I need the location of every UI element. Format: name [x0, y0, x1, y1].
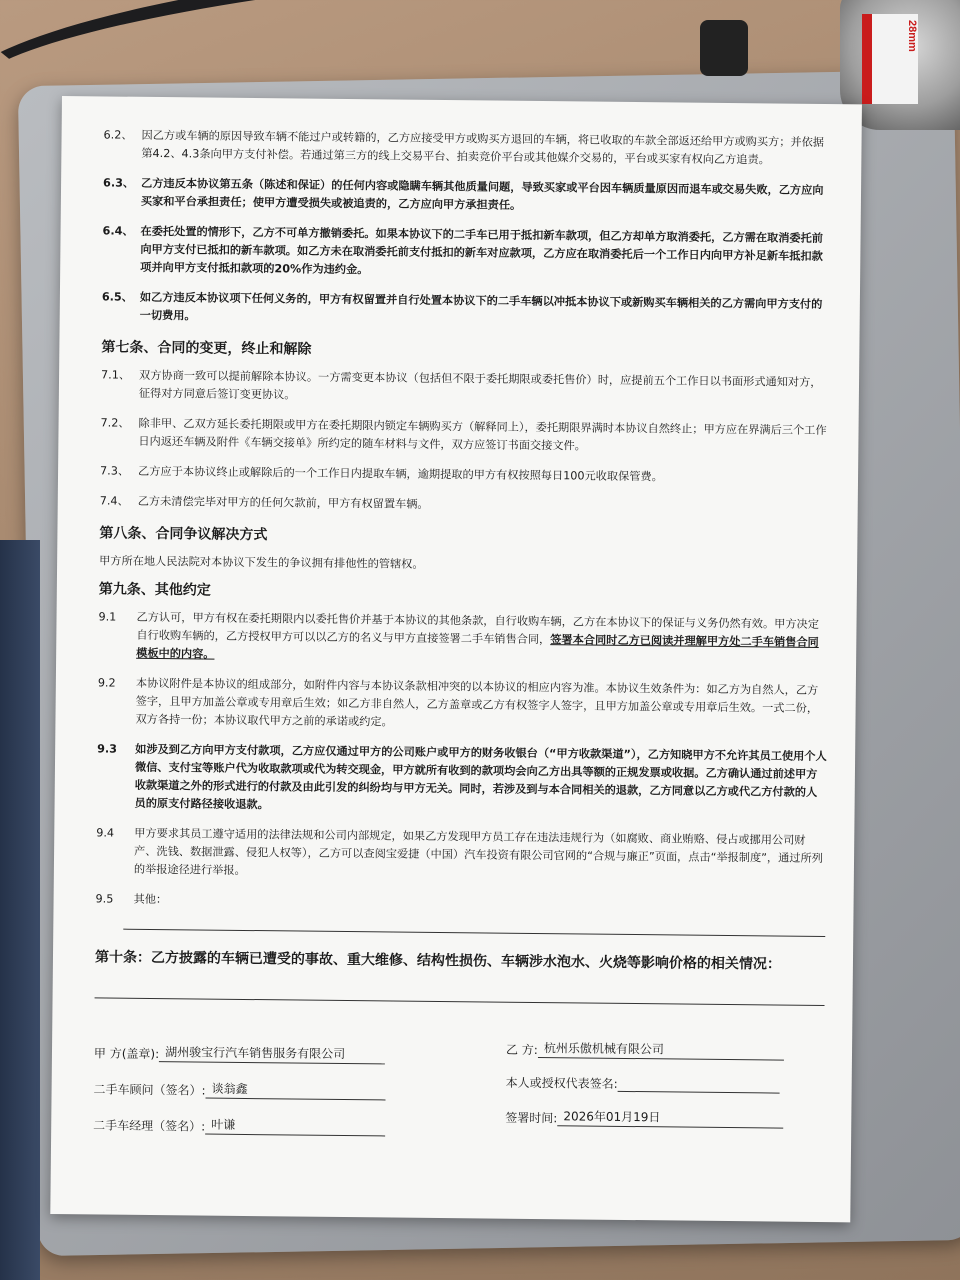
clause-text: 因乙方或车辆的原因导致车辆不能过户或转籍的，乙方应接受甲方或购买方退回的车辆，将已收取的车款全部返还给甲方或购买方；并依据第4.2、4.3条向甲方支付补偿。若通过第三方的线上交易平台、拍卖竞价平台或其他媒介交易的，平台或买家有权向乙方追责。	[141, 128, 825, 167]
contract-page	[50, 96, 862, 1222]
clause	[97, 674, 828, 736]
clause	[101, 366, 831, 410]
clause-label: 其他：	[133, 892, 168, 907]
clause-number: 9.5	[95, 892, 114, 906]
clause-text: 本协议附件是本协议的组成部分，如附件内容与本协议条款相冲突的以本协议的相应内容为准。本协议生效条件为：如乙方为自然人，乙方签字，且甲方加盖公章或专用章后生效；如乙方非自然人，乙方盖章或乙方有权签字人签字，且甲方加盖公章或专用章后生效。一式二份，双方各持一份；本协议取代甲方之前的承诺或约定。	[135, 676, 819, 729]
clause-text: 乙方应于本协议终止或解除后的一个工作日内提取车辆，逾期提取的甲方有权按照每日100元收取保管费。	[138, 464, 663, 484]
heading-article-8: 第八条、合同争议解决方式	[99, 525, 268, 544]
section-9-clauses	[96, 674, 828, 886]
clause-number: 7.3、	[100, 464, 130, 478]
clause	[100, 414, 830, 458]
clause-text: 乙方认可，甲方有权在委托期限内以委托售价并基于本协议的其他条款，自行收购车辆，乙方在本协议下的保证与义务仍然有效。甲方决定自行收购车辆的，乙方授权甲方可以以乙方的名义与甲方直接签署二手车销售合同，	[136, 610, 820, 647]
party-a-label: 甲 方(盖章):	[93, 1046, 160, 1062]
date-value[interactable]: 2026年01月19日	[557, 1107, 783, 1128]
sleeve	[0, 540, 40, 1280]
date-row	[505, 1107, 783, 1129]
clause-number: 7.2、	[100, 416, 130, 430]
clause	[96, 740, 827, 820]
manager-label: 二手车经理（签名）:	[93, 1118, 206, 1134]
consultant-row	[94, 1078, 386, 1100]
clause	[103, 126, 833, 170]
clause-number: 6.3、	[103, 176, 135, 190]
clause-number: 7.1、	[101, 368, 131, 382]
heading-article-7: 第七条、合同的变更，终止和解除	[101, 339, 312, 358]
clause-text: 如乙方违反本协议项下任何义务的，甲方有权留置并自行处置本协议下的二手车辆以冲抵本协议下或新购买车辆相关的乙方需向甲方支付的一切费用。	[139, 290, 823, 323]
clause-number: 6.2、	[103, 128, 133, 142]
party-a-value[interactable]: 湖州骏宝行汽车销售服务有限公司	[159, 1043, 385, 1064]
clause-number: 9.4	[96, 826, 115, 840]
party-a-row	[94, 1042, 385, 1064]
clause-text: 乙方未清偿完毕对甲方的任何欠款前，甲方有权留置车辆。	[137, 494, 429, 511]
manager-signature[interactable]: 叶谦	[205, 1116, 385, 1137]
clause-text: 乙方违反本协议第五条（陈述和保证）的任何内容或隐瞒车辆其他质量问题，导致买家或平台因车辆质量原因而退车或交易失败，乙方应向买家和平台承担责任；使甲方遭受损失或被追责的，乙方应向甲方承担责任。	[140, 176, 824, 212]
signature-block	[93, 1042, 824, 1170]
clause-text: 在委托处置的情形下，乙方不可单方撤销委托。如果本协议下的二手车已用于抵扣新车款项，但乙方却单方取消委托，乙方需在取消委托前向甲方支付已抵扣的新车款项。如乙方未在取消委托前支付抵扣的新车对应款项，乙方应在取消委托后一个工作日内向甲方补足新车抵扣款项并向甲方支付抵扣款项的20%作为违约金。	[140, 224, 824, 277]
party-b-row	[506, 1039, 784, 1061]
clause-text: 甲方要求其员工遵守适用的法律法规和公司内部规定，如果乙方发现甲方员工存在违法违规行为（如腐败、商业贿赂、侵占或挪用公司财产、洗钱、数据泄露、侵犯人权等），乙方可以查阅宝爱捷（中国）汽车投资有限公司官网的“合规与廉正”页面，点击“举报制度”，通过所列的举报途径进行举报。	[133, 826, 823, 877]
date-label: 签署时间:	[505, 1110, 558, 1126]
section-7-clauses	[100, 366, 831, 518]
clause	[102, 222, 833, 284]
article-10-line[interactable]	[95, 975, 825, 1006]
party-b-value[interactable]: 杭州乐傲机械有限公司	[538, 1039, 784, 1061]
clause-text: 双方协商一致可以提前解除本协议。一方需变更本协议（包括但不限于委托期限或委托售价）时，应提前五个工作日以书面形式通知对方，征得对方同意后签订变更协议。	[138, 368, 822, 402]
clause-number: 6.5、	[101, 290, 133, 304]
clause-number: 9.1	[98, 610, 117, 624]
clause-text: 除非甲、乙双方延长委托期限或甲方在委托期限内锁定车辆购买方（解释同上），委托期限界满时本协议自然终止；甲方应在界满后三个工作日内返还车辆及附件《车辆交接单》所约定的随车材料与文件，双方应签订书面交接文件。	[138, 416, 827, 453]
clause-number: 7.4、	[99, 494, 129, 508]
consultant-signature[interactable]: 谈翁鑫	[206, 1080, 386, 1101]
clause-number: 9.3	[97, 742, 118, 756]
heading-article-10: 第十条：乙方披露的车辆已遭受的事故、重大维修、结构性损伤、车辆涉水泡水、火烧等影响价格的相关情况：	[94, 949, 782, 973]
rep-label: 本人或授权代表签名:	[505, 1075, 618, 1091]
underlined-text: 签署本合同时乙方已阅读并理解甲方处二手车销售合同模板中的内容	[136, 633, 819, 661]
section-6-clauses	[102, 126, 834, 332]
underlined-end: 。	[203, 647, 215, 661]
article-8-text: 甲方所在地人民法院对本协议下发生的争议拥有排他性的管辖权。	[99, 554, 424, 571]
clause	[96, 824, 827, 886]
clause	[103, 174, 833, 218]
contract-content	[93, 126, 834, 1170]
clause	[102, 288, 832, 332]
rep-row	[506, 1073, 780, 1094]
party-b-label: 乙 方:	[505, 1042, 538, 1058]
clause	[100, 492, 830, 518]
jar-label: 28mm	[862, 14, 918, 104]
clause-number: 9.2	[97, 676, 116, 690]
clause	[100, 462, 830, 488]
manager-row	[93, 1114, 385, 1136]
clause-number: 6.4、	[102, 224, 134, 238]
clause-9-1	[98, 608, 829, 670]
consultant-label: 二手车顾问（签名）:	[93, 1082, 206, 1098]
clause-text: 如涉及到乙方向甲方支付款项，乙方应仅通过甲方的公司账户或甲方的财务收银台（“甲方收款渠道”），乙方知晓甲方不允许其员工使用个人微信、支付宝等账户代为收取款项或代为转交现金，甲方就所有收到的款项均会向乙方出具等额的正规发票或收据。乙方确认通过前述甲方收款渠道之外的形式进行的付款及由此引发的纠纷均与甲方无关。同时，若涉及到与本合同相关的退款，乙方同意以乙方或代乙方付款的人员的原支付路径接收退款。	[134, 742, 827, 812]
rep-signature[interactable]	[618, 1074, 780, 1094]
heading-article-9: 第九条、其他约定	[98, 581, 211, 599]
charger-plug	[700, 20, 748, 76]
